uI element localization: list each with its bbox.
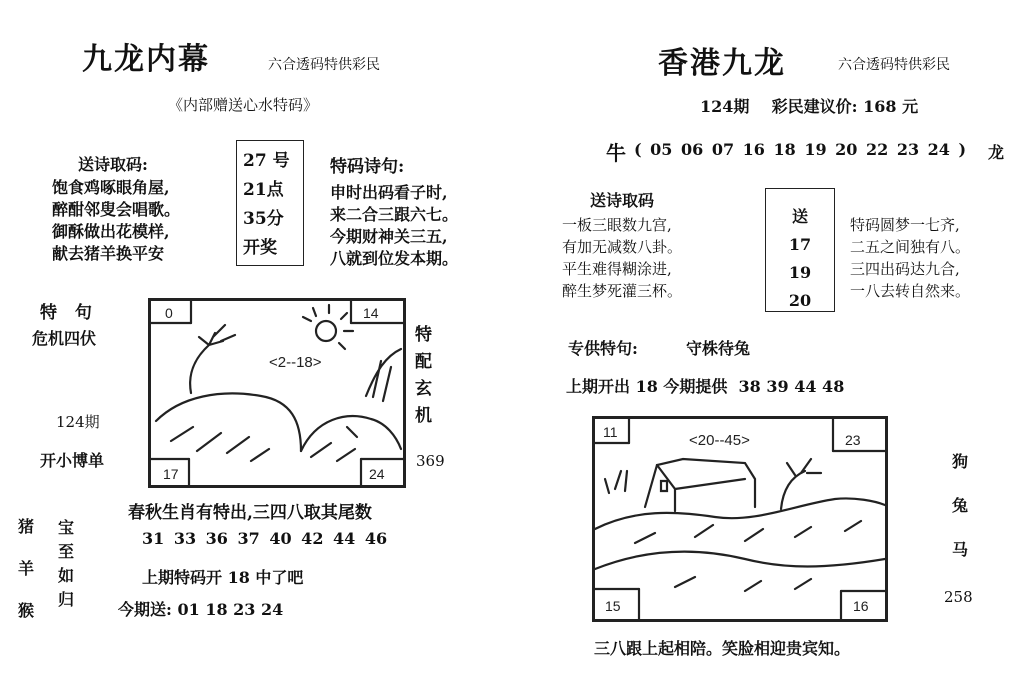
left-corner-bl: 17 (163, 466, 179, 482)
left-col1-char: 猴 (18, 601, 35, 620)
right-animal: 狗 (952, 452, 969, 471)
left-vertical-char: 玄 (415, 379, 432, 399)
left-tejue-label: 特 句 (40, 303, 98, 323)
left-right-number: 369 (416, 452, 445, 470)
left-special-line: 来二合三跟六七。 (330, 205, 459, 224)
left-corner-tl: 0 (165, 305, 173, 321)
right-send-number: 20 (788, 291, 812, 310)
right-special-line: 特码圆梦一七齐, (850, 216, 960, 234)
left-col2-char: 至 (58, 542, 75, 561)
left-col2 (58, 516, 74, 612)
right-drawing-sketch (595, 419, 885, 619)
left-time-line: 35分 (243, 209, 284, 229)
left-last-period: 上期特码开 18 中了吧 (142, 568, 304, 587)
right-send-label: 送 (791, 207, 808, 226)
right-poem-line: 一板三眼数九宫, (562, 216, 672, 234)
right-zhuangong-label: 专供特句: (568, 339, 638, 358)
left-special-line: 八就到位发本期。 (330, 249, 459, 268)
right-special-line: 一八去转自然来。 (850, 282, 971, 300)
left-poem (52, 177, 180, 265)
left-col1-char: 猪 (18, 517, 35, 536)
right-special-line: 二五之间独有八。 (850, 238, 971, 256)
left-col2-char: 宝 (58, 518, 75, 537)
right-period-info: 124期 彩民建议价: 168 元 (700, 97, 919, 116)
left-col1-char: 羊 (18, 559, 35, 578)
right-corner-tl: 11 (603, 424, 618, 440)
left-time-box (236, 140, 304, 266)
left-special-line: 申时出码看子时, (330, 183, 448, 202)
left-time-line: 27 号 (243, 151, 290, 171)
left-poem-header: 送诗取码: (78, 155, 148, 174)
left-kaixiao: 开小博单 (40, 451, 105, 470)
left-col2-char: 归 (58, 590, 75, 609)
right-poem-header: 送诗取码 (590, 191, 655, 210)
right-animals (952, 440, 968, 572)
left-poem-line: 献去猪羊换平安 (52, 244, 165, 263)
right-drawing-text: <20--45> (689, 432, 750, 449)
left-special-line: 今期财神关三五, (330, 227, 448, 246)
left-drawing (148, 298, 406, 488)
right-animal: 兔 (952, 496, 969, 515)
right-poem-line: 平生难得糊涂进, (562, 260, 672, 278)
left-drawing-text: <2--18> (269, 354, 322, 371)
left-vertical-char: 配 (415, 352, 432, 372)
right-bottom-number: 258 (944, 588, 973, 606)
left-vertical-right (415, 322, 432, 430)
left-vertical-char: 特 (415, 325, 432, 345)
left-title: 九龙内幕 (82, 42, 210, 77)
right-send-number: 19 (788, 263, 812, 282)
right-long-label: 龙 (988, 143, 1005, 162)
right-niu-numbers: ( 05 06 07 16 18 19 20 22 23 24 ) (634, 140, 967, 159)
right-footer-line: 三八跟上起相陪。笑脸相迎贵宾知。 (594, 639, 851, 658)
left-drawing-sketch (151, 301, 403, 485)
left-poem-line: 醉酣邻叟会唱歌。 (52, 200, 181, 219)
right-send-box (765, 188, 835, 312)
right-niu-label: 牛 (606, 141, 626, 165)
right-poem-line: 有加无减数八卦。 (562, 238, 683, 256)
right-animal: 马 (952, 540, 969, 559)
left-time-line: 开奖 (243, 238, 277, 258)
left-col2-char: 如 (58, 566, 75, 585)
left-time-line: 21点 (243, 180, 284, 200)
left-poem-line: 御酥做出花模样, (52, 222, 170, 241)
left-shengxiao-line: 春秋生肖有特出,三四八取其尾数 (128, 503, 372, 523)
left-tejue-text: 危机四伏 (32, 329, 97, 348)
right-corner-br: 16 (853, 598, 869, 614)
right-special-line: 三四出码达九合, (850, 260, 960, 278)
right-special-poem (850, 214, 970, 302)
right-zhuangong-text: 守株待兔 (686, 339, 751, 358)
left-numbers-line: 31 33 36 37 40 42 44 46 (142, 529, 388, 548)
left-period: 124期 (56, 413, 100, 431)
right-drawing (592, 416, 888, 622)
right-corner-tr: 23 (845, 432, 861, 448)
right-subtitle: 六合透码特供彩民 (838, 57, 950, 73)
right-title: 香港九龙 (658, 46, 786, 81)
left-col1 (18, 506, 34, 632)
left-poem-line: 饱食鸡啄眼角屋, (52, 178, 170, 197)
left-this-period: 今期送: 01 18 23 24 (118, 600, 284, 619)
left-corner-tr: 14 (363, 305, 379, 321)
left-corner-br: 24 (369, 466, 385, 482)
left-subtitle: 六合透码特供彩民 (268, 57, 380, 73)
left-bracket-note: 《内部赠送心水特码》 (168, 96, 319, 114)
right-corner-bl: 15 (605, 598, 621, 614)
left-vertical-char: 机 (415, 406, 432, 426)
left-special-header: 特码诗句: (330, 157, 405, 177)
left-special-poem (330, 182, 458, 270)
right-poem (562, 214, 682, 302)
right-poem-line: 醉生梦死灌三杯。 (562, 282, 683, 300)
right-last-line: 上期开出 18 今期提供 38 39 44 48 (566, 377, 845, 396)
right-send-number: 17 (788, 235, 812, 254)
